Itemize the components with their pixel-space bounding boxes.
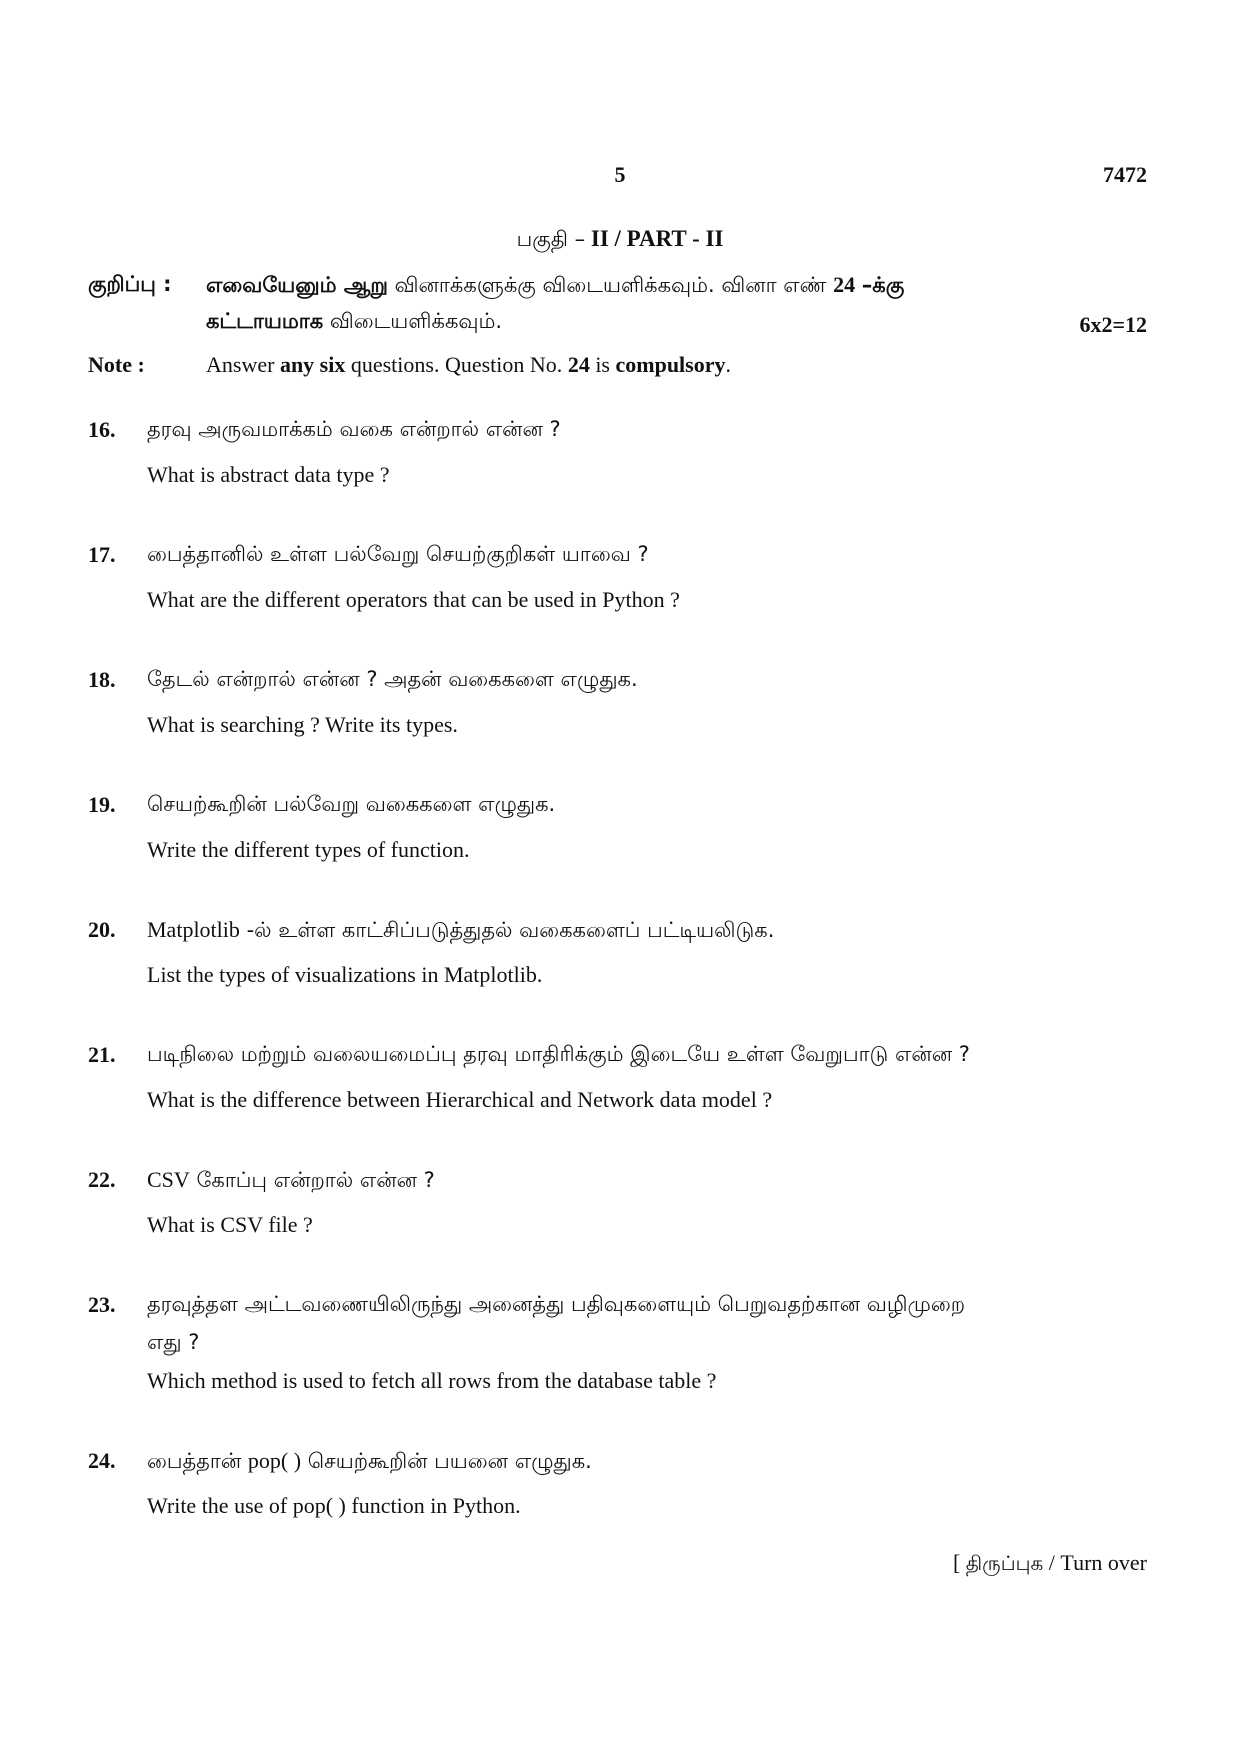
question-tamil-code: pop( )	[247, 1448, 302, 1473]
question-english: What is abstract data type ?	[147, 462, 390, 487]
question-english: What is the difference between Hierarchical and Network data model ?	[147, 1087, 773, 1112]
paper-code: 7472	[1103, 162, 1147, 187]
question-tamil: செயற்கூறின் பல்வேறு வகைகளை எழுதுக.	[147, 792, 556, 816]
question-number: 18.	[88, 667, 116, 692]
part-heading-english: II / PART - II	[590, 226, 724, 251]
question-english: List the types of visualizations in Matplotlib.	[147, 962, 543, 987]
note-en-compulsory: compulsory	[615, 352, 726, 377]
question-number: 19.	[88, 792, 116, 817]
question-tamil: படிநிலை மற்றும் வலையமைப்பு தரவு மாதிரிக்கும் இடையே உள்ள வேறுபாடு என்ன ?	[147, 1042, 970, 1066]
turn-over-note	[900, 1550, 1147, 1578]
question-tamil-prefix: CSV	[147, 1167, 190, 1192]
question-english: What are the different operators that can be used in Python ?	[147, 587, 680, 612]
note-tamil-bold2: கட்டாயமாக	[206, 309, 324, 333]
question-tamil: பைத்தானில் உள்ள பல்வேறு செயற்குறிகள் யாவை ?	[147, 542, 649, 566]
question-tamil: தேடல் என்றால் என்ன ? அதன் வகைகளை எழுதுக.	[147, 667, 638, 691]
note-tamil-num: 24	[833, 272, 856, 297]
note-tamil-bold1: எவையேனும் ஆறு	[206, 273, 388, 297]
question-english: Which method is used to fetch all rows from the database table ?	[147, 1368, 717, 1393]
turn-over-separator: /	[1048, 1550, 1055, 1575]
note-tamil-mid: வினாக்களுக்கு விடையளிக்கவும். வினா எண்	[394, 273, 827, 297]
question-tamil-text: கோப்பு என்றால் என்ன ?	[196, 1168, 435, 1192]
question-english: Write the different types of function.	[147, 837, 470, 862]
question-tamil: தரவு அருவமாக்கம் வகை என்றால் என்ன ?	[147, 417, 561, 441]
turn-over-tamil: திருப்புக	[965, 1551, 1044, 1575]
note-en-part3: questions. Question No.	[350, 352, 563, 377]
question-number: 20.	[88, 917, 116, 942]
part-heading	[0, 226, 1240, 254]
question-number: 23.	[88, 1292, 116, 1317]
turn-over-english: Turn over	[1060, 1550, 1147, 1575]
note-en-any-six: any six	[279, 352, 346, 377]
question-tamil	[147, 1167, 435, 1195]
question-english: Write the use of pop( ) function in Python.	[147, 1493, 521, 1518]
question-english: What is CSV file ?	[147, 1212, 313, 1237]
note-en-period: .	[725, 352, 731, 377]
question-english: What is searching ? Write its types.	[147, 712, 458, 737]
question-tamil: தரவுத்தள அட்டவணையிலிருந்து அனைத்து பதிவுகளையும் பெறுவதற்கான வழிமுறை	[147, 1292, 966, 1316]
note-en-q24: 24	[567, 352, 590, 377]
question-number: 22.	[88, 1167, 116, 1192]
question-number: 16.	[88, 417, 116, 442]
question-number: 24.	[88, 1448, 116, 1473]
question-tamil-text: -ல் உள்ள காட்சிப்படுத்துதல் வகைகளைப் பட்டியலிடுக.	[246, 918, 775, 942]
question-tamil-prefix: Matplotlib	[147, 917, 240, 942]
page-number: 5	[614, 162, 626, 187]
note-en-part5: is	[595, 352, 610, 377]
note-label-english: Note :	[88, 352, 145, 377]
note-en-part1: Answer	[206, 352, 275, 377]
question-tamil-prefix: பைத்தான்	[147, 1449, 242, 1473]
turn-over-bracket: [	[952, 1550, 961, 1575]
note-english	[206, 352, 731, 378]
question-number: 21.	[88, 1042, 116, 1067]
question-tamil-line2: எது ?	[147, 1330, 200, 1354]
question-number: 17.	[88, 542, 116, 567]
question-tamil	[147, 917, 774, 945]
marks-scheme: 6x2=12	[1079, 312, 1147, 337]
note-label-tamil: குறிப்பு :	[88, 272, 172, 296]
note-tamil-rest: விடையளிக்கவும்.	[329, 309, 503, 333]
note-tamil-end: –க்கு	[861, 273, 905, 297]
note-tamil-line2	[206, 309, 502, 336]
question-tamil	[147, 1448, 592, 1476]
part-heading-tamil: பகுதி –	[516, 227, 586, 251]
question-tamil-text: செயற்கூறின் பயனை எழுதுக.	[307, 1449, 592, 1473]
note-tamil-line1	[206, 272, 904, 300]
